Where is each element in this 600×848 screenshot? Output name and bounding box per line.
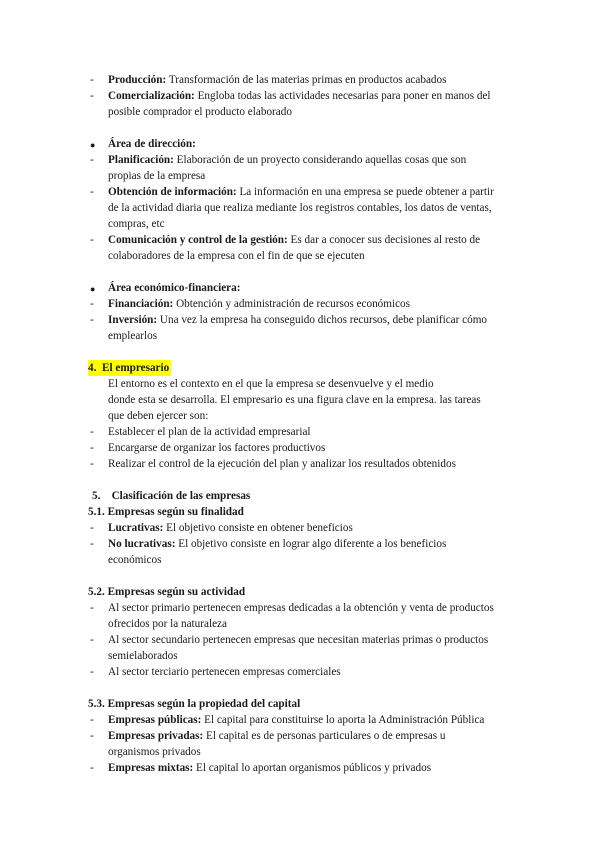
list-item: Encargarse de organizar los factores productivos <box>108 442 326 454</box>
section-5-3-heading: 5.3. Empresas según la propiedad del capital <box>88 698 301 710</box>
paragraph-line: El entorno es el contexto en el que la empresa se desenvuelve y el medio <box>108 378 434 390</box>
list-item-no-lucrativas: No lucrativas: El objetivo consiste en lograr algo diferente a los beneficios <box>108 538 447 550</box>
section-5-heading: 5. Clasificación de las empresas <box>92 490 251 502</box>
dash: - <box>90 666 94 678</box>
dash: - <box>90 154 94 166</box>
dash: - <box>90 314 94 326</box>
bullet-icon: ● <box>90 140 96 150</box>
dash: - <box>90 522 94 534</box>
list-item-continuation: ofrecidos por la naturaleza <box>108 618 227 630</box>
list-item-continuation: emplearlos <box>108 330 158 342</box>
dash: - <box>90 634 94 646</box>
list-item-produccion: Producción: Transformación de las materias primas en productos acabados <box>108 74 447 86</box>
list-item-inversion: Inversión: Una vez la empresa ha conseguido dichos recursos, debe planificar cómo <box>108 314 488 326</box>
dash: - <box>90 458 94 470</box>
dash: - <box>90 730 94 742</box>
list-item-continuation: semielaborados <box>108 650 178 662</box>
area-economico-heading: Área económico-financiera: <box>108 282 241 294</box>
dash: - <box>90 442 94 454</box>
list-item-continuation: compras, etc <box>108 218 165 230</box>
dash: - <box>90 602 94 614</box>
dash: - <box>90 186 94 198</box>
list-item: Al sector terciario pertenecen empresas comerciales <box>108 666 341 678</box>
section-5-1-heading: 5.1. Empresas según su finalidad <box>88 506 244 518</box>
dash: - <box>90 74 94 86</box>
list-item-planificacion: Planificación: Elaboración de un proyecto considerando aquellas cosas que son <box>108 154 467 166</box>
section-5-2-heading: 5.2. Empresas según su actividad <box>88 586 246 598</box>
list-item-privadas: Empresas privadas: El capital es de personas particulares o de empresas u <box>108 730 446 742</box>
section-4-heading: 4. El empresario <box>88 362 170 374</box>
list-item-obtencion: Obtención de información: La información en una empresa se puede obtener a partir <box>108 186 494 198</box>
dash: - <box>90 234 94 246</box>
list-item: Establecer el plan de la actividad empresarial <box>108 426 311 438</box>
paragraph-line: que deben ejercer son: <box>108 410 209 422</box>
list-item: Realizar el control de la ejecución del plan y analizar los resultados obtenidos <box>108 458 456 470</box>
list-item-continuation: propias de la empresa <box>108 170 206 182</box>
dash: - <box>90 298 94 310</box>
list-item-publicas: Empresas públicas: El capital para constituirse lo aporta la Administración Pública <box>108 714 485 726</box>
dash: - <box>90 714 94 726</box>
list-item-comercializacion: Comercialización: Engloba todas las actividades necesarias para poner en manos del <box>108 90 491 102</box>
list-item-continuation: de la actividad diaria que realiza mediante los registros contables, los datos de ventas, <box>108 202 492 214</box>
list-item-lucrativas: Lucrativas: El objetivo consiste en obtener beneficios <box>108 522 353 534</box>
list-item-financiacion: Financiación: Obtención y administración de recursos económicos <box>108 298 411 310</box>
list-item-comunicacion: Comunicación y control de la gestión: Es dar a conocer sus decisiones al resto de <box>108 234 481 246</box>
list-item-continuation: organismos privados <box>108 746 201 758</box>
area-direccion-heading: Área de dirección: <box>108 138 196 150</box>
bullet-icon: ● <box>90 284 96 294</box>
list-item-mixtas: Empresas mixtas: El capital lo aportan organismos públicos y privados <box>108 762 432 774</box>
list-item-continuation: colaboradores de la empresa con el fin de que se ejecuten <box>108 250 365 262</box>
dash: - <box>90 538 94 550</box>
dash: - <box>90 762 94 774</box>
list-item: Al sector primario pertenecen empresas dedicadas a la obtención y venta de productos <box>108 602 494 614</box>
list-item-continuation: posible comprador el producto elaborado <box>108 106 292 118</box>
list-item-continuation: económicos <box>108 554 162 566</box>
list-item: Al sector secundario pertenecen empresas que necesitan materias primas o productos <box>108 634 489 646</box>
dash: - <box>90 90 94 102</box>
dash: - <box>90 426 94 438</box>
paragraph-line: donde esta se desarrolla. El empresario es una figura clave en la empresa. las tareas <box>108 394 481 406</box>
